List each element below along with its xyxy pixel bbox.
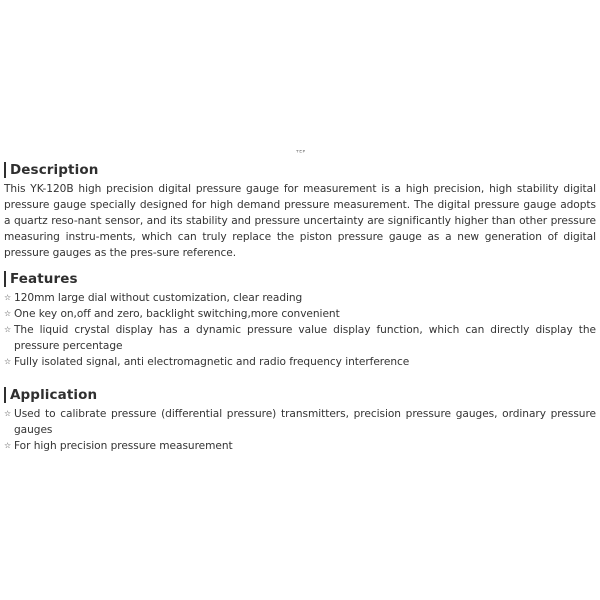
heading-accent-bar bbox=[4, 162, 6, 178]
feature-text: Fully isolated signal, anti electromagnetic and radio frequency interference bbox=[14, 356, 410, 368]
features-section bbox=[4, 270, 596, 370]
heading-accent-bar bbox=[4, 387, 6, 403]
description-heading-text: Description bbox=[10, 162, 99, 178]
star-bullet-icon: ☆ bbox=[4, 441, 12, 450]
feature-text: 120mm large dial without customization, clear reading bbox=[14, 292, 303, 304]
heading-accent-bar bbox=[4, 271, 6, 287]
list-item bbox=[4, 438, 596, 454]
feature-text: One key on,off and zero, backlight switching,more convenient bbox=[14, 308, 340, 320]
star-bullet-icon: ☆ bbox=[4, 325, 12, 334]
features-heading bbox=[4, 270, 596, 288]
application-section bbox=[4, 386, 596, 454]
star-bullet-icon: ☆ bbox=[4, 409, 12, 418]
description-paragraph: This YK-120B high precision digital pressure gauge for measurement is a high precision, high stability digital pressure gauge specially designed for high demand pressure measurement. The digital pressure gauge adopts a quartz reso-nant sensor, and its stability and pressure uncertainty are significantly higher than other pressure measuring instru-ments, which can truly replace the piston pressure gauge as a new generation of digital pressure gauges as the pres-sure reference. bbox=[4, 183, 596, 259]
list-item bbox=[4, 306, 596, 322]
application-heading bbox=[4, 386, 596, 404]
application-text: For high precision pressure measurement bbox=[14, 440, 233, 452]
application-list bbox=[4, 406, 596, 454]
application-text: Used to calibrate pressure (differential pressure) transmitters, precision pressure gauges, ordinary pressure gauges bbox=[14, 408, 596, 436]
star-bullet-icon: ☆ bbox=[4, 357, 12, 366]
star-bullet-icon: ☆ bbox=[4, 293, 12, 302]
features-heading-text: Features bbox=[10, 271, 78, 287]
list-item bbox=[4, 322, 596, 354]
list-item bbox=[4, 290, 596, 306]
application-heading-text: Application bbox=[10, 387, 98, 403]
feature-text: The liquid crystal display has a dynamic pressure value display function, which can directly display the pressure percentage bbox=[14, 324, 596, 352]
star-bullet-icon: ☆ bbox=[4, 309, 12, 318]
description-heading bbox=[4, 161, 596, 179]
list-item bbox=[4, 354, 596, 370]
list-item bbox=[4, 406, 596, 438]
top-watermark-mark: ᵀᴱᴾ bbox=[296, 149, 306, 157]
description-section bbox=[4, 161, 596, 261]
features-list bbox=[4, 290, 596, 370]
